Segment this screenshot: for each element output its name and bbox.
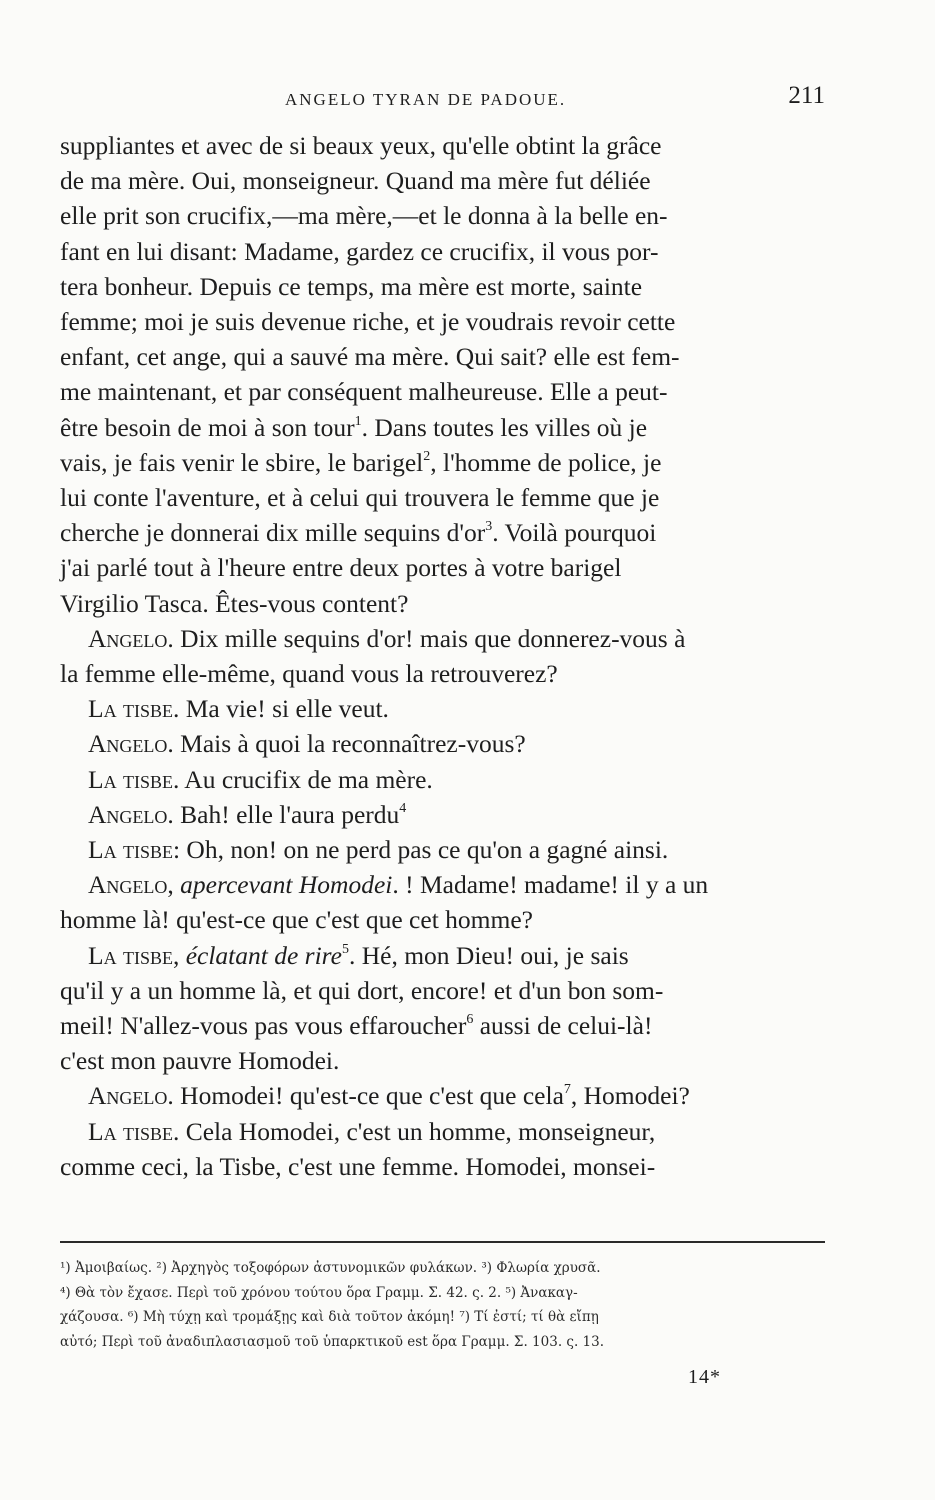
footnote-divider: [60, 1241, 825, 1243]
text-segment: . Voilà pourquoi: [492, 518, 657, 548]
text-line: suppliantes et avec de si beaux yeux, qu'elle obtint la grâce: [60, 131, 662, 160]
dialogue-line: [60, 726, 825, 761]
text-segment: . Dans toutes les villes où je: [361, 412, 648, 442]
text-line: [60, 1008, 825, 1043]
page-number: 211: [788, 82, 825, 109]
dialogue-line: [60, 797, 825, 832]
footnote-line: χάζουσα. ⁶) Μὴ τύχῃ καὶ τρομάξῃς καὶ διὰ τοῦτον ἀκόμη! ⁷) Τί ἐστί; τί θὰ εἴπῃ: [60, 1309, 599, 1325]
stage-direction: apercevant Homodei: [180, 870, 393, 900]
footnote-ref: 3: [485, 519, 493, 535]
speech-text: . ! Madame! madame! il y a un: [392, 870, 709, 900]
speaker-name: La tisbe: [88, 835, 173, 865]
text-line: la femme elle-même, quand vous la retrouverez?: [60, 659, 558, 689]
page-header: [60, 82, 825, 118]
footnote-ref: 2: [423, 448, 431, 464]
text-segment: cherche je donnerai dix mille sequins d'or: [60, 518, 486, 548]
stage-direction: éclatant de rire: [185, 940, 342, 970]
speech-text: . Ma vie! si elle veut.: [172, 694, 389, 724]
text-segment: meil! N'allez-vous pas vous effaroucher: [60, 1011, 467, 1041]
footnote-ref: 6: [466, 1012, 474, 1028]
speaker-name: La tisbe: [88, 940, 173, 970]
text-line: [60, 445, 825, 480]
text-segment: vais, je fais venir le sbire, le barigel: [60, 447, 424, 477]
text-line: Virgilio Tasca. Êtes-vous content?: [60, 588, 409, 618]
speech-text: . Bah! elle l'aura perdu: [167, 799, 400, 829]
text-line: enfant, cet ange, qui a sauvé ma mère. Qui sait? elle est fem-: [60, 342, 680, 372]
speech-text: . Au crucifix de ma mère.: [172, 764, 433, 794]
footnote-ref: 7: [563, 1082, 571, 1098]
dialogue-line: [60, 1114, 825, 1149]
signature-mark: 14*: [688, 1366, 721, 1388]
speech-text: . Dix mille sequins d'or! mais que donnerez-vous à: [167, 623, 686, 653]
dialogue-line: La tisbe, éclatant de rire$^5$. Hé, mon Dieu! oui, je sais: [88, 940, 629, 970]
speech-text: . Mais à quoi la reconnaîtrez-vous?: [167, 729, 526, 759]
dialogue-line: [60, 832, 825, 867]
text-line: fant en lui disant: Madame, gardez ce crucifix, il vous por-: [60, 236, 659, 266]
text-line: de ma mère. Oui, monseigneur. Quand ma mère fut déliée: [60, 166, 651, 196]
dialogue-line: [60, 762, 825, 797]
speaker-name: Angelo: [88, 870, 168, 900]
text-line: [60, 410, 825, 445]
speaker-name: La tisbe: [88, 1116, 173, 1146]
speaker-name: Angelo: [88, 799, 168, 829]
speech-text: . Hé, mon Dieu! oui, je sais: [348, 940, 629, 970]
dialogue-line: Angelo, apercevant Homodei. ! Madame! madame! il y a un: [88, 870, 709, 900]
speaker-name: Angelo: [88, 1081, 168, 1111]
text-line: femme; moi je suis devenue riche, et je voudrais revoir cette: [60, 307, 676, 337]
footnote-line: αὐτό; Περὶ τοῦ ἀναδιπλασιασμοῦ τοῦ ὑπαρκτικοῦ est ὅρα Γραμμ. Σ. 103. ς. 13.: [60, 1333, 605, 1350]
speaker-name: La tisbe: [88, 764, 173, 794]
text-segment: aussi de celui-là!: [473, 1011, 653, 1041]
text-line: elle prit son crucifix,—ma mère,—et le donna à la belle en-: [60, 201, 668, 231]
text-line: [60, 515, 825, 550]
speaker-name: La tisbe: [88, 694, 173, 724]
footnotes: [60, 1256, 825, 1354]
text-segment: être besoin de moi à son tour: [60, 412, 355, 442]
footnote-line: ⁴) Θὰ τὸν ἔχασε. Περὶ τοῦ χρόνου τούτου ὅρα Γραμμ. Σ. 42. ς. 2. ⁵) Ἀνακαγ-: [60, 1284, 578, 1301]
dialogue-line: [60, 621, 825, 656]
speaker-name: Angelo: [88, 623, 168, 653]
speech-text: . Homodei! qu'est-ce que c'est que cela: [167, 1081, 564, 1111]
footnote-ref: 5: [341, 941, 349, 957]
text-segment: , l'homme de police, je: [430, 447, 662, 477]
text-line: j'ai parlé tout à l'heure entre deux portes à votre barigel: [60, 553, 622, 583]
speech-text: , Homodei?: [570, 1081, 690, 1111]
text-line: tera bonheur. Depuis ce temps, ma mère est morte, sainte: [60, 271, 643, 301]
main-text: [60, 128, 825, 1184]
text-line: me maintenant, et par conséquent malheureuse. Elle a peut-: [60, 377, 668, 407]
dialogue-line: [60, 691, 825, 726]
speech-text: : Oh, non! on ne perd pas ce qu'on a gagné ainsi.: [172, 835, 669, 865]
footnote-ref: 4: [399, 800, 407, 816]
text-line: qu'il y a un homme là, et qui dort, encore! et d'un bon som-: [60, 975, 664, 1005]
speaker-name: Angelo: [88, 729, 168, 759]
text-line: lui conte l'aventure, et à celui qui trouvera le femme que je: [60, 483, 660, 513]
dialogue-line: [60, 1078, 825, 1113]
text-line: c'est mon pauvre Homodei.: [60, 1046, 340, 1076]
speech-text: . Cela Homodei, c'est un homme, monseigneur,: [172, 1116, 656, 1146]
text-line: comme ceci, la Tisbe, c'est une femme. Homodei, monsei-: [60, 1151, 656, 1181]
text-line: homme là! qu'est-ce que c'est que cet homme?: [60, 905, 533, 935]
footnote-line: ¹) Ἀμοιβαίως. ²) Ἀρχηγὸς τοξοφόρων ἀστυνομικῶν φυλάκων. ³) Φλωρία χρυσᾶ.: [60, 1260, 601, 1276]
running-title: ANGELO TYRAN DE PADOUE.: [285, 90, 567, 109]
footnote-ref: 1: [354, 413, 362, 429]
